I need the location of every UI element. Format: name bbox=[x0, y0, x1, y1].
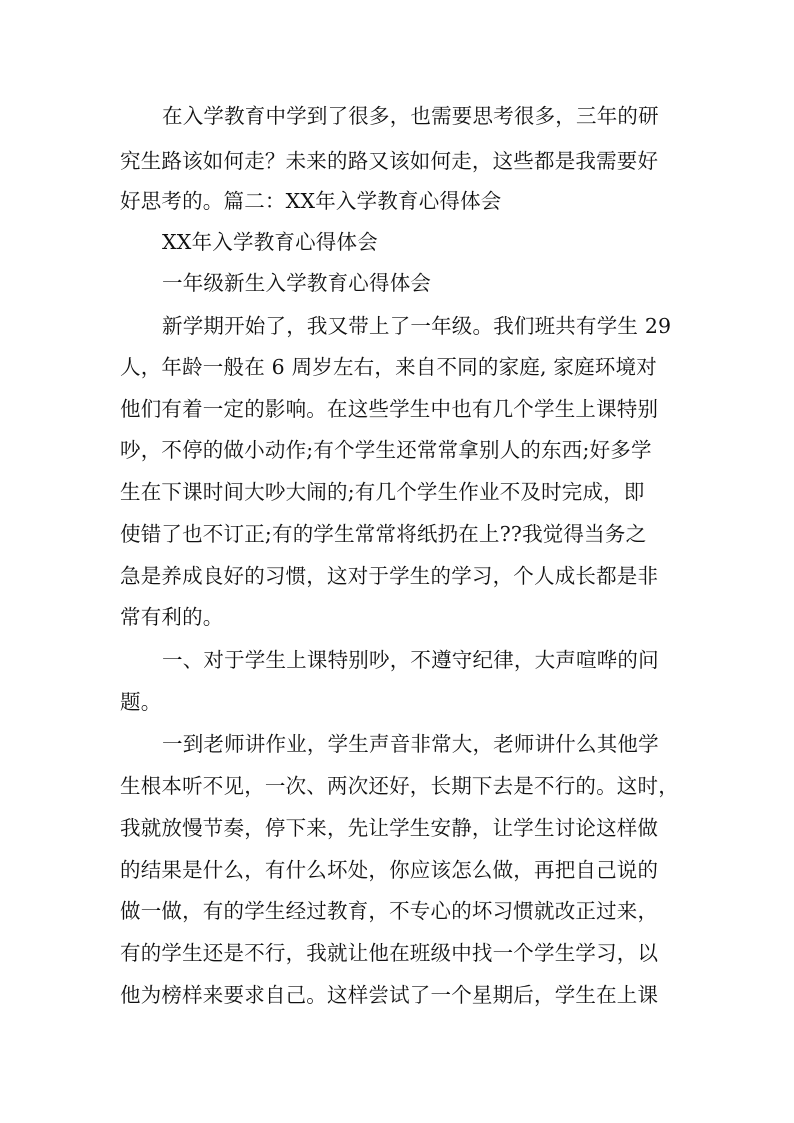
paragraph-line: 在入学教育中学到了很多，也需要思考很多，三年的研 bbox=[162, 104, 659, 128]
paragraph-line: 我就放慢节奏，停下来，先让学生安静，让学生讨论这样做 bbox=[120, 816, 659, 840]
paragraph-line: 一、对于学生上课特别吵，不遵守纪律，大声喧哗的问 bbox=[162, 648, 659, 672]
paragraph-line: 他为榜样来要求自己。这样尝试了一个星期后，学生在上课 bbox=[120, 983, 659, 1007]
paragraph-line: 生根本听不见，一次、两次还好，长期下去是不行的。这时， bbox=[120, 774, 679, 798]
paragraph-line: 题。 bbox=[120, 690, 162, 714]
paragraph-line: 生在下课时间大吵大闹的;有几个学生作业不及时完成，即 bbox=[120, 480, 645, 504]
paragraph-line: 吵，不停的做小动作;有个学生还常常拿别人的东西;好多学 bbox=[120, 438, 652, 462]
paragraph-line: 他们有着一定的影响。在这些学生中也有几个学生上课特别 bbox=[120, 397, 659, 421]
paragraph-line: 好思考的。篇二：XX年入学教育心得体会 bbox=[120, 189, 502, 213]
paragraph-line: 的结果是什么，有什么坏处，你应该怎么做，再把自己说的 bbox=[120, 858, 659, 882]
heading-line: 一年级新生入学教育心得体会 bbox=[162, 271, 432, 295]
paragraph-line: 一到老师讲作业，学生声音非常大，老师讲什么其他学 bbox=[162, 732, 659, 756]
paragraph-line: 究生路该如何走？未来的路又该如何走，这些都是我需要好 bbox=[120, 149, 659, 173]
heading-line: XX年入学教育心得体会 bbox=[162, 230, 378, 254]
paragraph-line: 使错了也不订正;有的学生常常将纸扔在上??我觉得当务之 bbox=[120, 522, 647, 546]
paragraph-line: 常有利的。 bbox=[120, 605, 224, 629]
paragraph-line: 做一做，有的学生经过教育，不专心的坏习惯就改正过来， bbox=[120, 899, 659, 923]
paragraph-line: 有的学生还是不行，我就让他在班级中找一个学生学习，以 bbox=[120, 941, 659, 965]
paragraph-line: 急是养成良好的习惯，这对于学生的学习，个人成长都是非 bbox=[120, 564, 659, 588]
paragraph-line: 人，年龄一般在 6 周岁左右，来自不同的家庭, 家庭环境对 bbox=[120, 355, 657, 379]
paragraph-line: 新学期开始了，我又带上了一年级。我们班共有学生 29 bbox=[162, 314, 672, 338]
